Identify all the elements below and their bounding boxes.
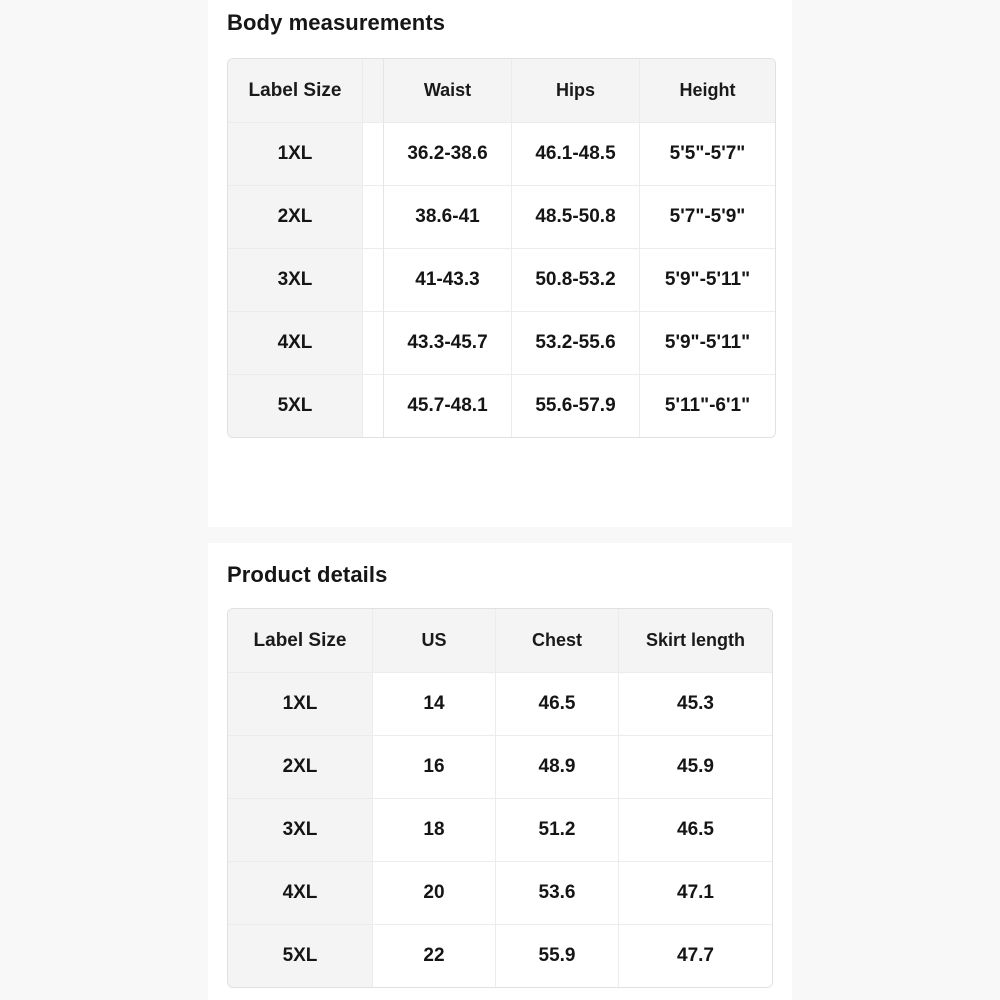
chest-cell: 48.9 <box>496 736 619 799</box>
table-row <box>228 673 772 736</box>
height-cell: 5'9"-5'11" <box>640 249 775 312</box>
body-measurements-table <box>227 58 776 438</box>
size-label-cell: 4XL <box>228 312 363 375</box>
us-size-cell: 20 <box>373 862 496 925</box>
product-details-table <box>227 608 773 988</box>
hips-cell: 48.5-50.8 <box>512 186 640 249</box>
height-cell: 5'9"-5'11" <box>640 312 775 375</box>
skirt-length-cell: 45.3 <box>619 673 772 736</box>
height-cell: 5'5"-5'7" <box>640 123 775 186</box>
table-row <box>228 799 772 862</box>
us-size-cell: 16 <box>373 736 496 799</box>
column-header-chest: Chest <box>496 609 619 673</box>
column-spacer <box>363 123 384 186</box>
table-row <box>228 249 775 312</box>
skirt-length-cell: 45.9 <box>619 736 772 799</box>
waist-cell: 45.7-48.1 <box>384 375 512 437</box>
skirt-length-cell: 46.5 <box>619 799 772 862</box>
height-cell: 5'7"-5'9" <box>640 186 775 249</box>
size-label-cell: 3XL <box>228 249 363 312</box>
size-label-cell: 5XL <box>228 925 373 987</box>
hips-cell: 55.6-57.9 <box>512 375 640 437</box>
size-label-cell: 4XL <box>228 862 373 925</box>
column-spacer <box>363 375 384 437</box>
chest-cell: 46.5 <box>496 673 619 736</box>
table-row <box>228 862 772 925</box>
column-header-height: Height <box>640 59 775 123</box>
column-header-us: US <box>373 609 496 673</box>
column-header-hips: Hips <box>512 59 640 123</box>
hips-cell: 50.8-53.2 <box>512 249 640 312</box>
hips-cell: 46.1-48.5 <box>512 123 640 186</box>
table-row <box>228 312 775 375</box>
column-header-label-size: Label Size <box>228 59 363 123</box>
chest-cell: 53.6 <box>496 862 619 925</box>
waist-cell: 43.3-45.7 <box>384 312 512 375</box>
column-header-waist: Waist <box>384 59 512 123</box>
us-size-cell: 18 <box>373 799 496 862</box>
table-header-row <box>228 609 772 673</box>
us-size-cell: 22 <box>373 925 496 987</box>
column-header-label-size: Label Size <box>228 609 373 673</box>
skirt-length-cell: 47.1 <box>619 862 772 925</box>
column-spacer <box>363 186 384 249</box>
size-label-cell: 2XL <box>228 736 373 799</box>
table-row <box>228 186 775 249</box>
waist-cell: 36.2-38.6 <box>384 123 512 186</box>
body-measurements-panel <box>208 0 792 527</box>
chest-cell: 51.2 <box>496 799 619 862</box>
waist-cell: 38.6-41 <box>384 186 512 249</box>
us-size-cell: 14 <box>373 673 496 736</box>
hips-cell: 53.2-55.6 <box>512 312 640 375</box>
height-cell: 5'11"-6'1" <box>640 375 775 437</box>
size-label-cell: 5XL <box>228 375 363 437</box>
table-header-row <box>228 59 775 123</box>
chest-cell: 55.9 <box>496 925 619 987</box>
table-row <box>228 123 775 186</box>
table-row <box>228 375 775 437</box>
column-spacer <box>363 312 384 375</box>
column-spacer <box>363 59 384 123</box>
column-spacer <box>363 249 384 312</box>
size-label-cell: 1XL <box>228 123 363 186</box>
size-label-cell: 1XL <box>228 673 373 736</box>
table-row <box>228 925 772 987</box>
table-row <box>228 736 772 799</box>
size-label-cell: 2XL <box>228 186 363 249</box>
waist-cell: 41-43.3 <box>384 249 512 312</box>
product-details-panel <box>208 543 792 1000</box>
size-label-cell: 3XL <box>228 799 373 862</box>
column-header-skirt-length: Skirt length <box>619 609 772 673</box>
skirt-length-cell: 47.7 <box>619 925 772 987</box>
product-details-title: Product details <box>227 562 388 587</box>
body-measurements-title: Body measurements <box>227 10 446 35</box>
